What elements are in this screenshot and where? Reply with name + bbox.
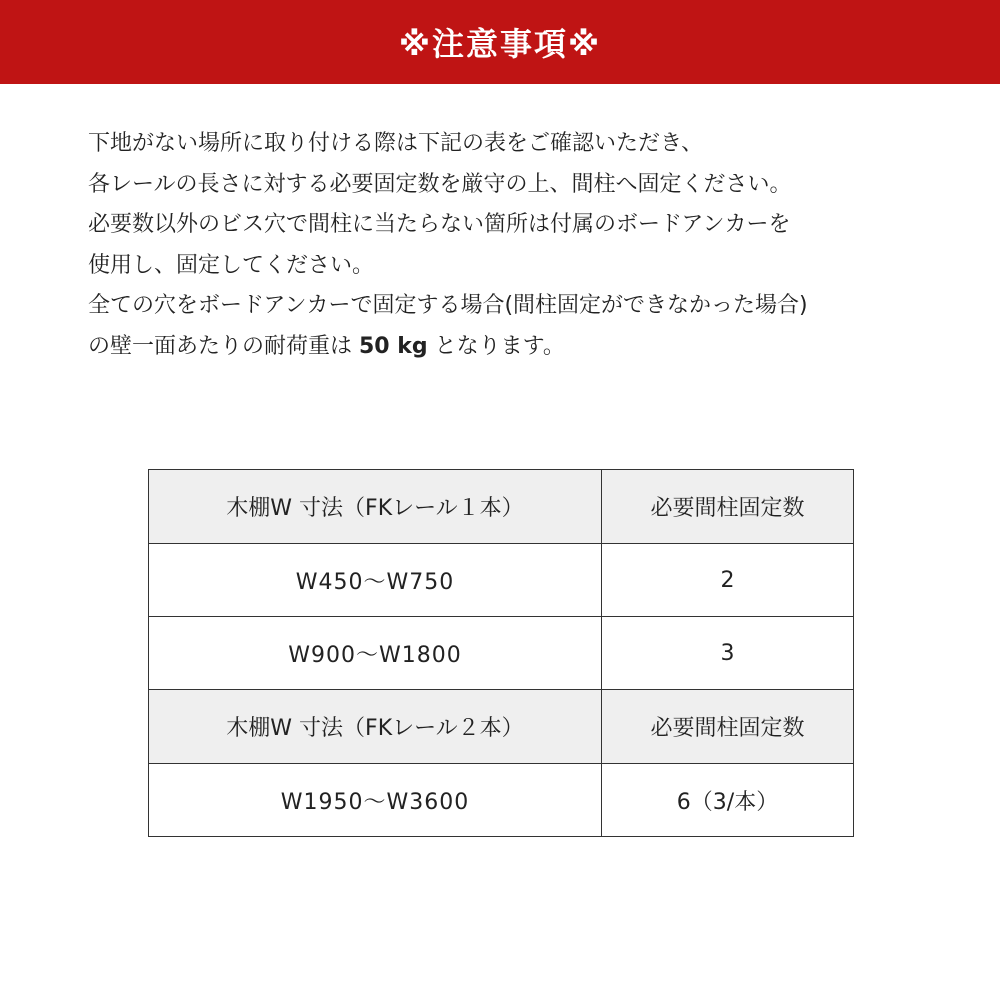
fixing-table (148, 469, 854, 837)
load-prefix: の壁一面あたりの耐荷重は (88, 333, 359, 359)
size-cell: W900〜W1800 (149, 617, 602, 690)
notice-line: 使用し、固定してください。 (88, 252, 375, 278)
notice-line: 各レールの長さに対する必要固定数を厳守の上、間柱へ固定ください。 (88, 171, 792, 197)
size-cell: W450〜W750 (149, 544, 602, 617)
table-row (149, 764, 854, 837)
header-size-two-rails: 木棚W 寸法（FKレール２本） (149, 690, 602, 764)
count-cell: 6（3/本） (602, 764, 854, 837)
notice-line: 下地がない場所に取り付ける際は下記の表をご確認いただき、 (88, 131, 704, 156)
table-row (149, 617, 854, 690)
notice-text (88, 124, 928, 367)
header-banner (0, 0, 1000, 84)
notice-line: 全ての穴をボードアンカーで固定する場合(間柱固定ができなかった場合) (88, 293, 808, 318)
notice-line: 必要数以外のビス穴で間柱に当たらない箇所は付属のボードアンカーを (88, 212, 791, 237)
header-size-one-rail: 木棚W 寸法（FKレール１本） (149, 470, 602, 544)
header-fix-count: 必要間柱固定数 (602, 690, 854, 764)
count-cell: 3 (602, 617, 854, 690)
load-value: 50 kg (359, 333, 428, 359)
table-header-row (149, 690, 854, 764)
size-cell: W1950〜W3600 (149, 764, 602, 837)
notice-line-load (88, 327, 928, 368)
table-row (149, 544, 854, 617)
table-header-row (149, 470, 854, 544)
load-suffix: となります。 (427, 333, 565, 359)
count-cell: 2 (602, 544, 854, 617)
page-title: ※注意事項※ (398, 25, 602, 63)
header-fix-count: 必要間柱固定数 (602, 470, 854, 544)
